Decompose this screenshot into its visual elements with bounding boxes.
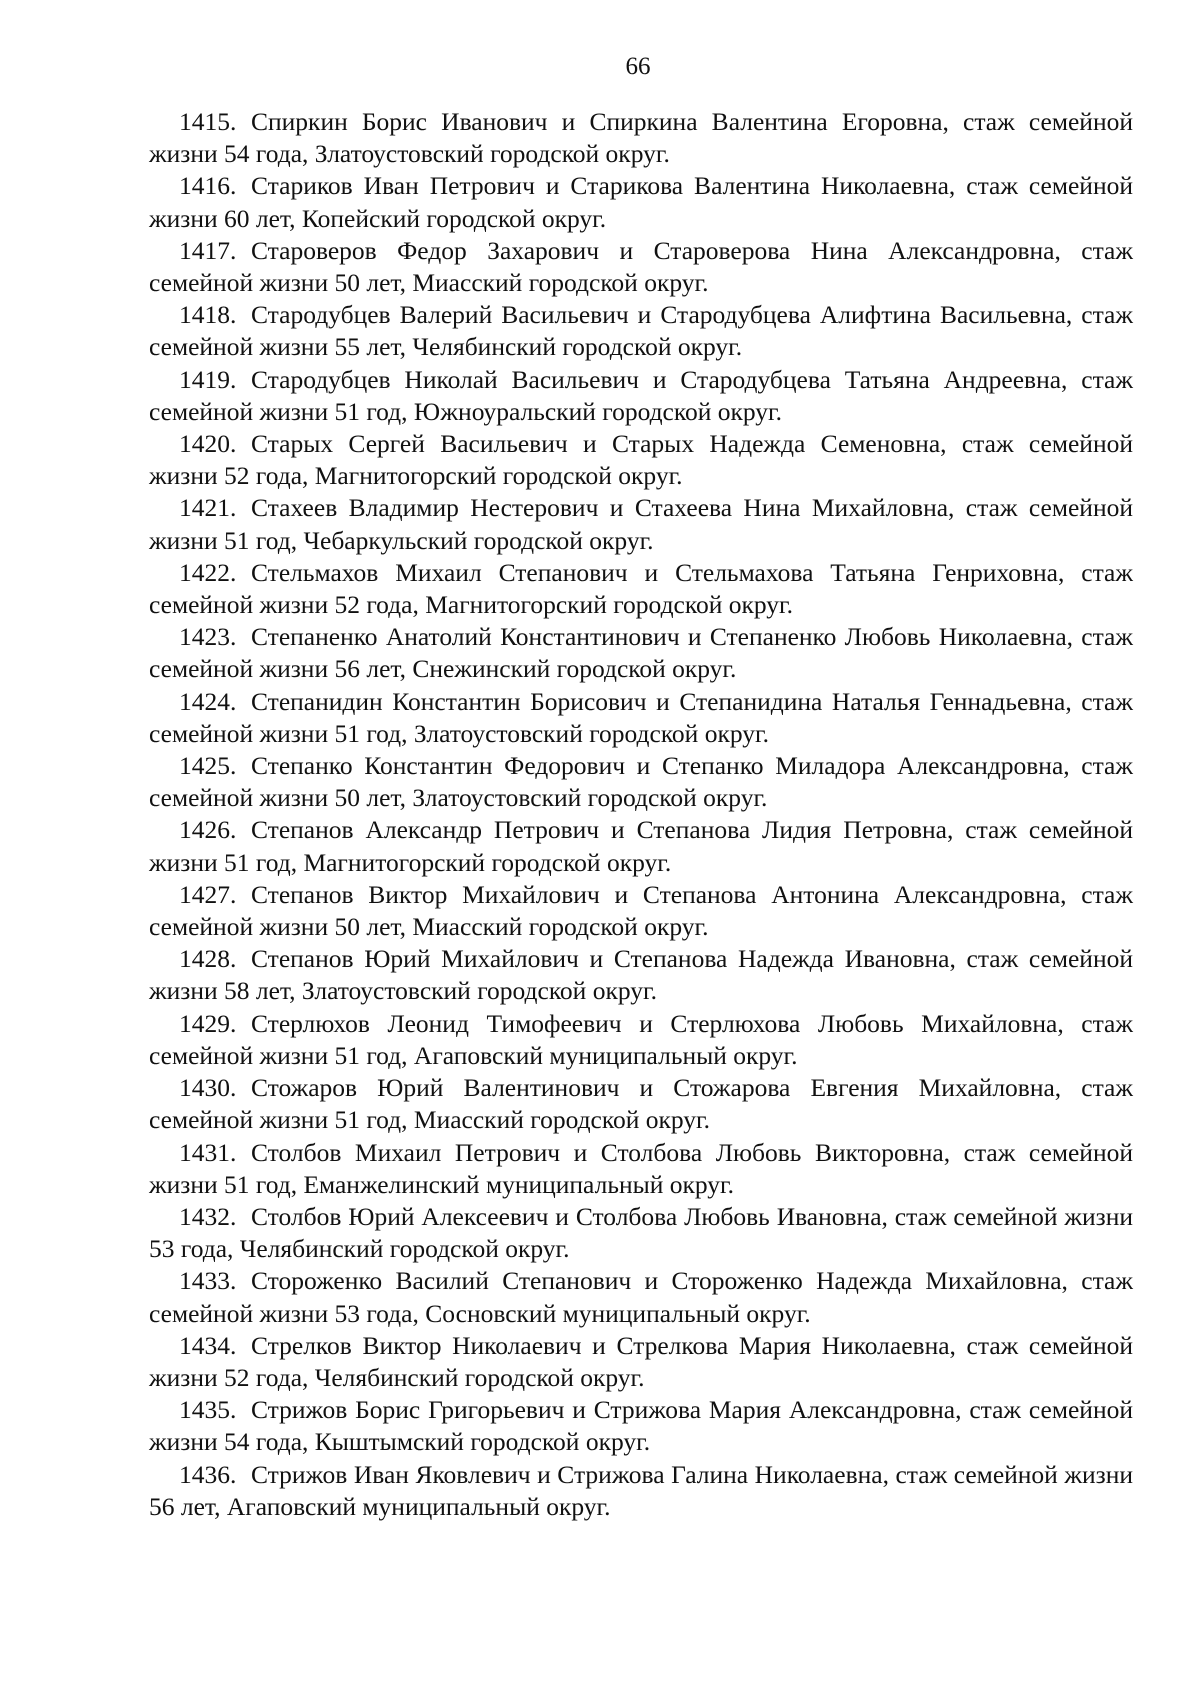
list-item xyxy=(149,1459,1133,1523)
entry-number: 1433. xyxy=(179,1266,237,1296)
list-item xyxy=(149,1072,1133,1136)
entry-text: Спиркин Борис Иванович и Спиркина Валентина Егоровна, стаж семейной жизни 54 года, Златоустовский городской округ. xyxy=(149,107,1133,169)
entry-number: 1419. xyxy=(179,364,237,394)
entry-list xyxy=(149,106,1133,1523)
entry-number: 1432. xyxy=(179,1201,237,1231)
entry-text: Степанов Юрий Михайлович и Степанова Надежда Ивановна, стаж семейной жизни 58 лет, Златоустовский городской округ. xyxy=(149,944,1133,1006)
entry-text: Стародубцев Валерий Васильевич и Стародубцева Алифтина Васильевна, стаж семейной жизни 55 лет, Челябинский городской округ. xyxy=(149,300,1133,362)
list-item xyxy=(149,686,1133,750)
entry-text: Стрелков Виктор Николаевич и Стрелкова Мария Николаевна, стаж семейной жизни 52 года, Челябинский городской округ. xyxy=(149,1330,1133,1392)
entry-number: 1429. xyxy=(179,1008,237,1038)
list-item xyxy=(149,1008,1133,1072)
entry-text: Стрижов Иван Яковлевич и Стрижова Галина Николаевна, стаж семейной жизни 56 лет, Агаповский муниципальный округ. xyxy=(149,1459,1133,1521)
entry-text: Степанов Виктор Михайлович и Степанова Антонина Александровна, стаж семейной жизни 50 лет, Миасский городской округ. xyxy=(149,879,1133,942)
page-number: 66 xyxy=(625,53,651,80)
entry-number: 1417. xyxy=(179,235,237,265)
entry-number: 1426. xyxy=(179,815,237,845)
list-item xyxy=(149,235,1133,299)
list-item xyxy=(149,750,1133,814)
entry-text: Стахеев Владимир Нестерович и Стахеева Нина Михайловна, стаж семейной жизни 51 год, Чебаркульский городской округ. xyxy=(149,493,1133,555)
list-item xyxy=(149,557,1133,621)
list-item xyxy=(149,170,1133,234)
entry-number: 1425. xyxy=(179,751,237,781)
entry-text: Столбов Михаил Петрович и Столбова Любовь Викторовна, стаж семейной жизни 51 год, Еманжелинский муниципальный округ. xyxy=(149,1137,1133,1199)
entry-number: 1420. xyxy=(179,429,237,459)
entry-number: 1428. xyxy=(179,944,237,974)
entry-text: Старых Сергей Васильевич и Старых Надежда Семеновна, стаж семейной жизни 52 года, Магнитогорский городской округ. xyxy=(149,429,1133,491)
entry-text: Столбов Юрий Алексеевич и Столбова Любовь Ивановна, стаж семейной жизни 53 года, Челябинский городской округ. xyxy=(149,1201,1133,1264)
list-item xyxy=(149,1265,1133,1329)
entry-number: 1415. xyxy=(179,107,237,136)
entry-number: 1430. xyxy=(179,1073,237,1103)
entry-text: Стожаров Юрий Валентинович и Стожарова Евгения Михайловна, стаж семейной жизни 51 год, Миасский городской округ. xyxy=(149,1073,1133,1135)
list-item xyxy=(149,428,1133,492)
list-item xyxy=(149,621,1133,685)
entry-text: Стариков Иван Петрович и Старикова Валентина Николаевна, стаж семейной жизни 60 лет, Копейский городской округ. xyxy=(149,171,1133,233)
list-item xyxy=(149,299,1133,363)
entry-text: Степанко Константин Федорович и Степанко Миладора Александровна, стаж семейной жизни 50 лет, Златоустовский городской округ. xyxy=(149,751,1133,813)
entry-number: 1424. xyxy=(179,686,237,716)
entry-number: 1434. xyxy=(179,1330,237,1360)
list-item xyxy=(149,1201,1133,1265)
list-item xyxy=(149,814,1133,878)
list-item xyxy=(149,1137,1133,1201)
entry-text: Стрижов Борис Григорьевич и Стрижова Мария Александровна, стаж семейной жизни 54 года, Кыштымский городской округ. xyxy=(149,1395,1133,1457)
entry-number: 1421. xyxy=(179,493,237,523)
entry-number: 1422. xyxy=(179,557,237,587)
entry-text: Стельмахов Михаил Степанович и Стельмахова Татьяна Генриховна, стаж семейной жизни 52 года, Магнитогорский городской округ. xyxy=(149,557,1133,620)
list-item xyxy=(149,1330,1133,1394)
entry-text: Староверов Федор Захарович и Староверова Нина Александровна, стаж семейной жизни 50 лет, Миасский городской округ. xyxy=(149,235,1133,298)
entry-text: Стороженко Василий Степанович и Стороженко Надежда Михайловна, стаж семейной жизни 53 года, Сосновский муниципальный округ. xyxy=(149,1266,1133,1328)
entry-number: 1416. xyxy=(179,171,237,201)
entry-text: Стародубцев Николай Васильевич и Стародубцева Татьяна Андреевна, стаж семейной жизни 51 год, Южноуральский городской округ. xyxy=(149,364,1133,426)
list-item xyxy=(149,364,1133,428)
entry-number: 1436. xyxy=(179,1459,237,1489)
entry-number: 1418. xyxy=(179,300,237,330)
entry-number: 1435. xyxy=(179,1395,237,1425)
list-item xyxy=(149,106,1133,170)
entry-number: 1423. xyxy=(179,622,237,652)
entry-text: Степаненко Анатолий Константинович и Степаненко Любовь Николаевна, стаж семейной жизни 56 лет, Снежинский городской округ. xyxy=(149,622,1133,684)
entry-text: Стерлюхов Леонид Тимофеевич и Стерлюхова Любовь Михайловна, стаж семейной жизни 51 год, Агаповский муниципальный округ. xyxy=(149,1008,1133,1070)
entry-number: 1427. xyxy=(179,879,237,909)
entry-text: Степанидин Константин Борисович и Степанидина Наталья Геннадьевна, стаж семейной жизни 51 год, Златоустовский городской округ. xyxy=(149,686,1133,748)
entry-text: Степанов Александр Петрович и Степанова Лидия Петровна, стаж семейной жизни 51 год, Магнитогорский городской округ. xyxy=(149,815,1133,877)
list-item xyxy=(149,1394,1133,1458)
list-item xyxy=(149,492,1133,556)
list-item xyxy=(149,943,1133,1007)
list-item xyxy=(149,879,1133,943)
entry-number: 1431. xyxy=(179,1137,237,1167)
